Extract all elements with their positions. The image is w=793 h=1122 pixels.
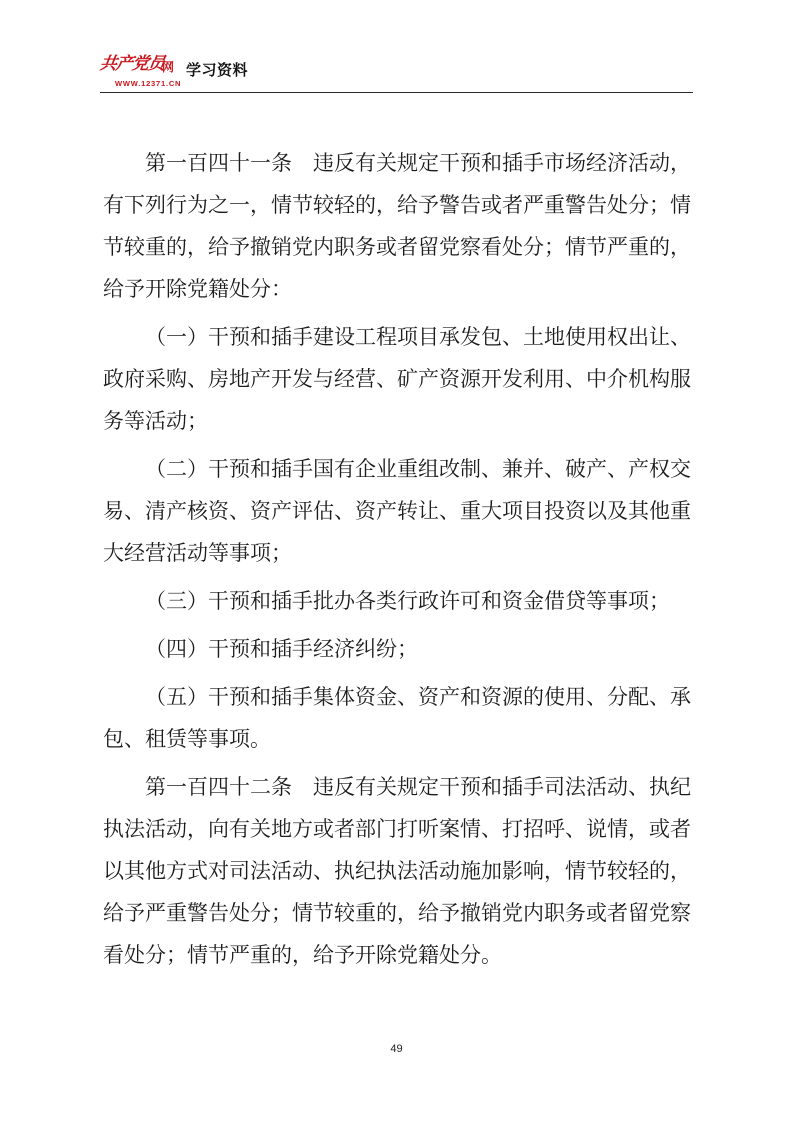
text-line: 有下列行为之一，情节较轻的，给予警告或者严重警告处分；情	[103, 193, 691, 217]
text-line: 节较重的，给予撤销党内职务或者留党察看处分；情节严重的，	[103, 235, 691, 259]
text-line: 给予开除党籍处分：	[103, 277, 292, 301]
body-text	[103, 142, 691, 982]
text-line: 第一百四十二条 违反有关规定干预和插手司法活动、执纪	[145, 775, 691, 799]
text-line: 易、清产核资、资产评估、资产转让、重大项目投资以及其他重	[103, 499, 691, 523]
body-paragraph	[103, 628, 691, 670]
text-line: 给予严重警告处分；情节较重的，给予撤销党内职务或者留党察	[103, 901, 691, 925]
section-label: 学习资料	[186, 62, 249, 79]
text-line: 执法活动，向有关地方或者部门打听案情、打招呼、说情，或者	[103, 817, 691, 841]
text-line: 第一百四十一条 违反有关规定干预和插手市场经济活动，	[145, 151, 691, 175]
text-line: （五）干预和插手集体资金、资产和资源的使用、分配、承	[145, 685, 691, 709]
text-line: （二）干预和插手国有企业重组改制、兼并、破产、产权交	[145, 457, 691, 481]
header-divider	[100, 92, 693, 93]
body-paragraph	[103, 766, 691, 976]
logo-calligraphy: 共产党员	[98, 54, 166, 74]
body-paragraph	[103, 142, 691, 310]
text-line: （一）干预和插手建设工程项目承发包、土地使用权出让、	[145, 325, 691, 349]
text-line: 包、租赁等事项。	[103, 727, 271, 751]
text-line: 看处分；情节严重的，给予开除党籍处分。	[103, 943, 502, 967]
body-paragraph	[103, 448, 691, 574]
body-paragraph	[103, 316, 691, 442]
text-line: 以其他方式对司法活动、执纪执法活动施加影响，情节较轻的，	[103, 859, 691, 883]
body-paragraph	[103, 580, 691, 622]
text-line: 务等活动；	[103, 409, 208, 433]
text-line: 政府采购、房地产开发与经营、矿产资源开发利用、中介机构服	[103, 367, 691, 391]
site-logo	[100, 50, 184, 90]
logo-website: WWW.12371.CN	[115, 79, 182, 88]
text-line: （四）干预和插手经济纠纷；	[145, 637, 418, 661]
body-paragraph	[103, 676, 691, 760]
text-line: （三）干预和插手批办各类行政许可和资金借贷等事项；	[145, 589, 670, 613]
logo-suffix: 网	[162, 60, 175, 74]
page-number: 49	[390, 1043, 403, 1055]
text-line: 大经营活动等事项；	[103, 541, 292, 565]
